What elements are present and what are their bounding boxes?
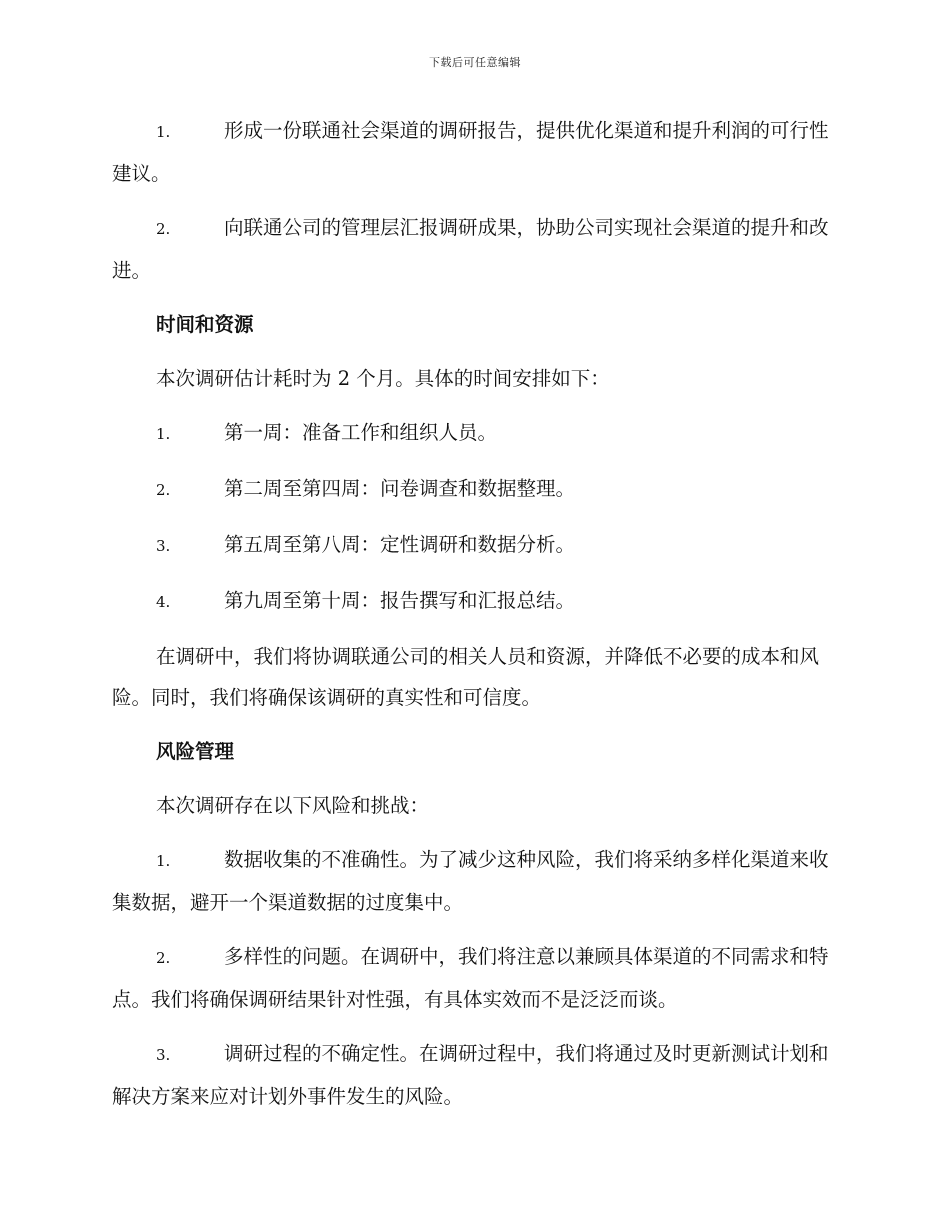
risk-item [112,936,834,1020]
schedule-item [112,468,834,511]
risk-item [112,839,834,923]
list-number: 1. [156,425,171,443]
time-closing-paragraph: 在调研中，我们将协调联通公司的相关人员和资源，并降低不必要的成本和风险。同时，我们将确保该调研的真实性和可信度。 [112,645,820,709]
list-text: 第九周至第十周：报告撰写和汇报总结。 [224,589,576,612]
list-number: 2. [156,949,171,967]
risk-item [112,1033,834,1117]
list-text: 第五周至第八周：定性调研和数据分析。 [224,533,576,556]
list-text: 多样性的问题。在调研中，我们将注意以兼顾具体渠道的不同需求和特点。我们将确保调研结果针对性强，有具体实效而不是泛泛而谈。 [112,945,829,1011]
list-number: 2. [156,220,171,238]
risk-intro-paragraph: 本次调研存在以下风险和挑战： [156,794,430,817]
document-body [112,110,834,1130]
list-number: 1. [156,852,171,870]
time-intro-paragraph: 本次调研估计耗时为 2 个月。具体的时间安排如下： [156,367,610,390]
list-text: 第一周：准备工作和组织人员。 [224,421,498,444]
list-number: 2. [156,481,171,499]
list-number: 3. [156,537,171,555]
section-heading-risk: 风险管理 [156,740,235,763]
section-heading-time: 时间和资源 [156,313,254,336]
schedule-item [112,524,834,567]
list-text: 调研过程的不确定性。在调研过程中，我们将通过及时更新测试计划和解决方案来应对计划外事件发生的风险。 [112,1042,829,1108]
list-number: 4. [156,593,171,611]
goal-item [112,207,834,291]
schedule-item [112,580,834,623]
list-text: 向联通公司的管理层汇报调研成果，协助公司实现社会渠道的提升和改进。 [112,216,829,282]
list-text: 第二周至第四周：问卷调查和数据整理。 [224,477,576,500]
list-text: 数据收集的不准确性。为了减少这种风险，我们将采纳多样化渠道来收集数据，避开一个渠道数据的过度集中。 [112,848,829,914]
list-text: 形成一份联通社会渠道的调研报告，提供优化渠道和提升利润的可行性建议。 [112,119,829,185]
list-number: 1. [156,123,171,141]
list-number: 3. [156,1046,171,1064]
schedule-item [112,412,834,455]
goal-item [112,110,834,194]
page-header-note: 下载后可任意编辑 [429,56,521,69]
